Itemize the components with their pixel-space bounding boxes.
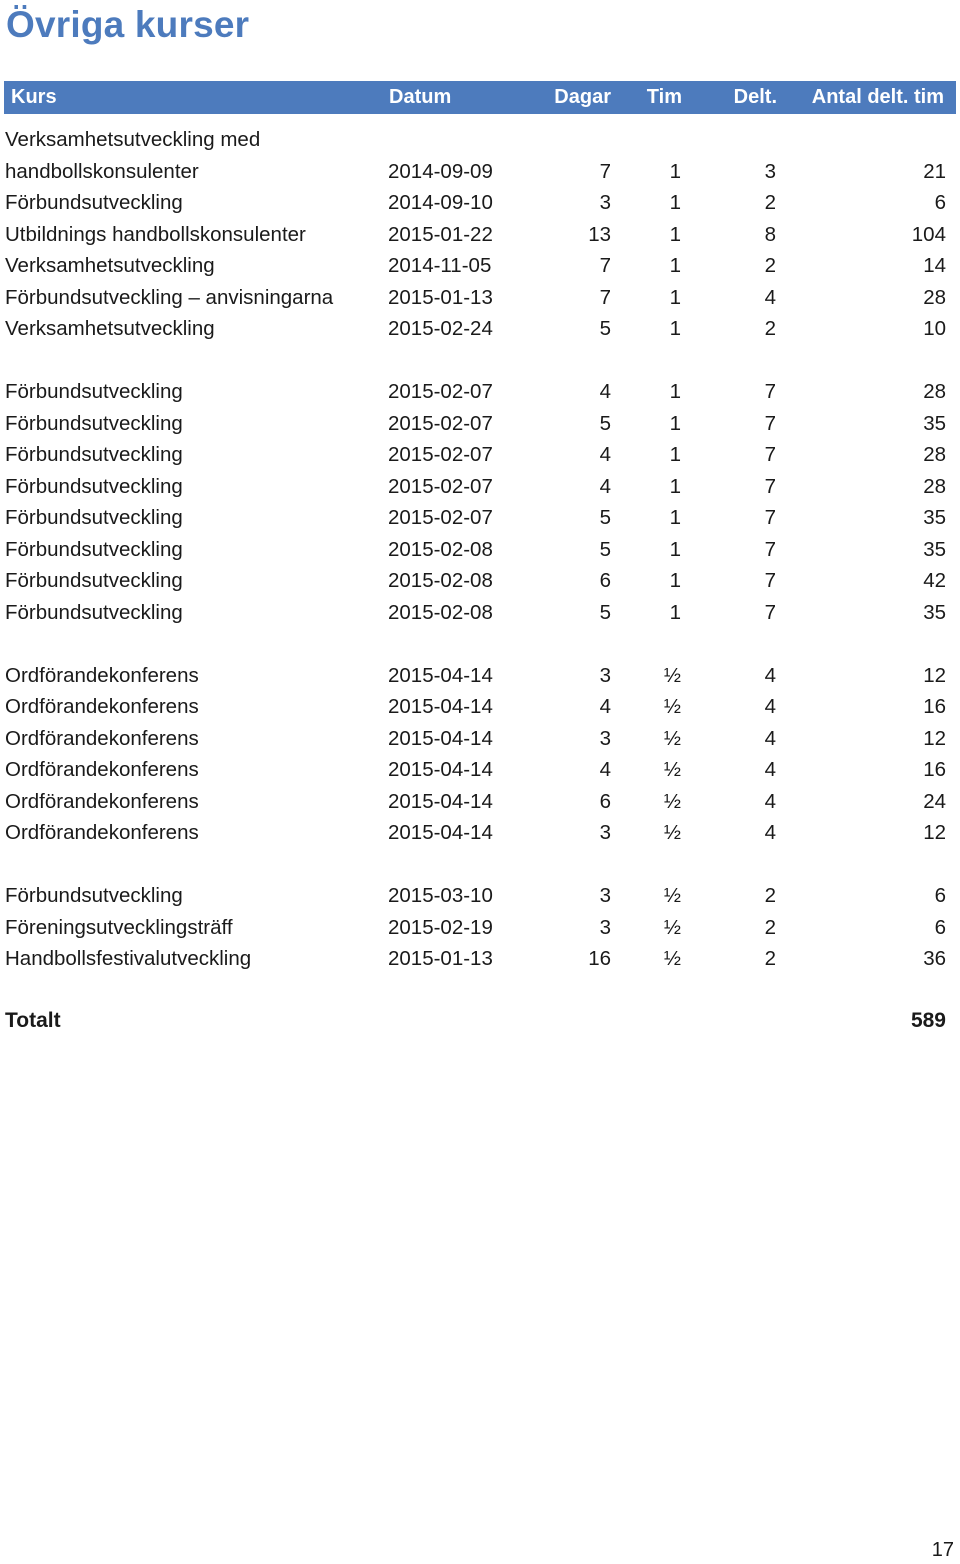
cell-kurs: Förbundsutveckling bbox=[5, 411, 183, 435]
table-body bbox=[0, 125, 960, 976]
cell-delt: 2 bbox=[764, 191, 776, 214]
table-row bbox=[0, 251, 960, 283]
cell-dagar: 3 bbox=[599, 915, 611, 939]
cell-kurs: Ordförandekonferens bbox=[5, 821, 199, 844]
cell-tim: 1 bbox=[669, 191, 681, 214]
cell-antal: 12 bbox=[923, 663, 946, 687]
cell-dagar: 3 bbox=[599, 663, 611, 687]
cell-kurs: Ordförandekonferens bbox=[5, 663, 199, 687]
cell-antal: 6 bbox=[934, 884, 946, 907]
cell-tim: ½ bbox=[663, 821, 681, 844]
cell-dagar: 5 bbox=[599, 411, 611, 435]
cell-datum: 2015-02-07 bbox=[388, 474, 493, 498]
column-header-dagar: Dagar bbox=[554, 86, 611, 108]
table-row bbox=[0, 220, 960, 252]
column-header-tim: Tim bbox=[646, 86, 682, 108]
cell-kurs: Förbundsutveckling bbox=[5, 474, 183, 498]
cell-datum: 2014-11-05 bbox=[388, 254, 492, 277]
total-value: 589 bbox=[910, 1009, 946, 1032]
cell-kurs: Verksamhetsutveckling bbox=[5, 317, 215, 340]
cell-antal: 21 bbox=[923, 159, 946, 183]
table-row bbox=[0, 283, 960, 315]
table-row bbox=[0, 755, 960, 787]
cell-dagar: 5 bbox=[599, 506, 611, 529]
page-title: Övriga kurser bbox=[6, 4, 250, 45]
cell-kurs: Förbundsutveckling bbox=[5, 506, 183, 529]
cell-datum: 2015-02-07 bbox=[388, 380, 493, 403]
cell-kurs: handbollskonsulenter bbox=[5, 159, 199, 183]
cell-kurs: Förbundsutveckling bbox=[5, 537, 183, 561]
column-header-kurs: Kurs bbox=[11, 86, 57, 108]
cell-antal: 28 bbox=[923, 285, 946, 309]
cell-antal: 104 bbox=[911, 222, 946, 246]
cell-tim: ½ bbox=[663, 726, 681, 750]
cell-dagar: 7 bbox=[599, 285, 611, 309]
cell-delt: 4 bbox=[764, 789, 776, 813]
cell-datum: 2015-04-14 bbox=[388, 726, 493, 750]
cell-dagar: 4 bbox=[599, 758, 611, 781]
cell-delt: 8 bbox=[764, 222, 776, 246]
cell-dagar: 4 bbox=[599, 443, 611, 466]
cell-tim: ½ bbox=[663, 789, 681, 813]
table-row bbox=[0, 503, 960, 535]
table-row bbox=[0, 440, 960, 472]
cell-delt: 7 bbox=[764, 569, 776, 592]
cell-antal: 35 bbox=[923, 506, 946, 529]
cell-kurs: Föreningsutvecklingsträff bbox=[5, 915, 233, 939]
cell-kurs: Verksamhetsutveckling med bbox=[5, 128, 261, 151]
cell-delt: 7 bbox=[764, 411, 776, 435]
cell-kurs: Ordförandekonferens bbox=[5, 789, 199, 813]
cell-tim: 1 bbox=[669, 317, 681, 340]
table-header bbox=[4, 81, 956, 114]
cell-dagar: 6 bbox=[599, 569, 611, 592]
cell-dagar: 6 bbox=[599, 789, 611, 813]
cell-datum: 2015-02-07 bbox=[388, 506, 493, 529]
cell-antal: 6 bbox=[934, 191, 946, 214]
cell-antal: 10 bbox=[923, 317, 946, 340]
cell-datum: 2015-02-08 bbox=[388, 537, 493, 561]
table-row bbox=[0, 818, 960, 850]
cell-antal: 12 bbox=[923, 821, 946, 844]
cell-datum: 2015-02-07 bbox=[388, 411, 493, 435]
cell-kurs: Ordförandekonferens bbox=[5, 695, 199, 718]
cell-dagar: 4 bbox=[599, 695, 611, 718]
cell-tim: ½ bbox=[663, 915, 681, 939]
cell-delt: 2 bbox=[764, 947, 776, 970]
cell-delt: 7 bbox=[764, 537, 776, 561]
column-header-antal: Antal delt. tim bbox=[811, 86, 944, 108]
table-row bbox=[0, 787, 960, 819]
cell-dagar: 7 bbox=[599, 159, 611, 183]
table-row bbox=[0, 850, 960, 882]
table-row bbox=[0, 598, 960, 630]
table-row bbox=[0, 913, 960, 945]
table-row bbox=[0, 692, 960, 724]
cell-antal: 28 bbox=[923, 474, 946, 498]
cell-kurs: Ordförandekonferens bbox=[5, 726, 199, 750]
cell-datum: 2015-02-07 bbox=[388, 443, 493, 466]
page-number: 17 bbox=[931, 1539, 954, 1561]
cell-antal: 16 bbox=[923, 758, 946, 781]
column-header-datum: Datum bbox=[389, 86, 452, 108]
cell-antal: 35 bbox=[923, 411, 946, 435]
cell-antal: 12 bbox=[923, 726, 946, 750]
cell-dagar: 5 bbox=[599, 600, 611, 624]
cell-tim: 1 bbox=[669, 285, 681, 309]
cell-tim: 1 bbox=[669, 254, 681, 277]
cell-dagar: 4 bbox=[599, 474, 611, 498]
cell-datum: 2015-04-14 bbox=[388, 789, 493, 813]
cell-kurs: Utbildnings handbollskonsulenter bbox=[5, 222, 306, 246]
table-row bbox=[0, 881, 960, 913]
cell-datum: 2015-04-14 bbox=[388, 758, 493, 781]
cell-delt: 2 bbox=[764, 317, 776, 340]
cell-delt: 4 bbox=[764, 663, 776, 687]
cell-delt: 4 bbox=[764, 758, 776, 781]
cell-tim: 1 bbox=[669, 506, 681, 529]
cell-antal: 14 bbox=[923, 254, 946, 277]
cell-tim: 1 bbox=[669, 411, 681, 435]
cell-delt: 7 bbox=[764, 443, 776, 466]
cell-datum: 2015-03-10 bbox=[388, 884, 493, 907]
cell-dagar: 5 bbox=[599, 317, 611, 340]
cell-tim: 1 bbox=[669, 474, 681, 498]
cell-delt: 2 bbox=[764, 915, 776, 939]
cell-antal: 24 bbox=[923, 789, 946, 813]
cell-kurs: Förbundsutveckling bbox=[5, 443, 183, 466]
cell-datum: 2015-02-24 bbox=[388, 317, 493, 340]
cell-dagar: 7 bbox=[599, 254, 611, 277]
cell-tim: 1 bbox=[669, 159, 681, 183]
cell-datum: 2015-04-14 bbox=[388, 821, 493, 844]
cell-tim: 1 bbox=[669, 443, 681, 466]
table-row bbox=[0, 125, 960, 157]
cell-tim: ½ bbox=[663, 663, 681, 687]
cell-delt: 3 bbox=[764, 159, 776, 183]
column-header-delt: Delt. bbox=[733, 86, 777, 108]
cell-datum: 2015-01-13 bbox=[388, 947, 493, 970]
table-row bbox=[0, 629, 960, 661]
cell-datum: 2015-02-08 bbox=[388, 569, 493, 592]
table-row bbox=[0, 535, 960, 567]
table-row bbox=[0, 472, 960, 504]
cell-delt: 4 bbox=[764, 821, 776, 844]
cell-kurs: Verksamhetsutveckling bbox=[5, 254, 215, 277]
table-row bbox=[0, 409, 960, 441]
cell-kurs: Ordförandekonferens bbox=[5, 758, 199, 781]
cell-kurs: Förbundsutveckling bbox=[5, 380, 183, 403]
cell-delt: 7 bbox=[764, 600, 776, 624]
cell-delt: 4 bbox=[764, 285, 776, 309]
cell-tim: ½ bbox=[663, 884, 681, 907]
table-row bbox=[0, 377, 960, 409]
cell-tim: 1 bbox=[669, 537, 681, 561]
cell-antal: 35 bbox=[923, 600, 946, 624]
cell-antal: 36 bbox=[923, 947, 946, 970]
table-row bbox=[0, 724, 960, 756]
cell-delt: 4 bbox=[764, 726, 776, 750]
cell-dagar: 5 bbox=[599, 537, 611, 561]
cell-antal: 6 bbox=[934, 915, 946, 939]
cell-delt: 2 bbox=[764, 884, 776, 907]
table-row bbox=[0, 944, 960, 976]
cell-dagar: 4 bbox=[599, 380, 611, 403]
cell-antal: 28 bbox=[923, 443, 946, 466]
cell-datum: 2015-04-14 bbox=[388, 695, 493, 718]
cell-delt: 7 bbox=[764, 506, 776, 529]
cell-kurs: Förbundsutveckling bbox=[5, 600, 183, 624]
cell-tim: 1 bbox=[669, 380, 681, 403]
cell-delt: 7 bbox=[764, 380, 776, 403]
cell-delt: 2 bbox=[764, 254, 776, 277]
cell-datum: 2015-02-19 bbox=[388, 915, 493, 939]
cell-dagar: 13 bbox=[588, 222, 611, 246]
cell-datum: 2015-02-08 bbox=[388, 600, 493, 624]
cell-antal: 28 bbox=[923, 380, 946, 403]
total-label: Totalt bbox=[5, 1009, 61, 1032]
cell-delt: 7 bbox=[764, 474, 776, 498]
cell-datum: 2015-01-22 bbox=[388, 222, 493, 246]
cell-dagar: 3 bbox=[599, 884, 611, 907]
cell-kurs: Förbundsutveckling bbox=[5, 884, 183, 907]
table-row bbox=[0, 314, 960, 346]
cell-tim: ½ bbox=[663, 758, 681, 781]
cell-antal: 35 bbox=[923, 537, 946, 561]
cell-kurs: Förbundsutveckling – anvisningarna bbox=[5, 285, 334, 309]
cell-antal: 42 bbox=[923, 569, 946, 592]
cell-datum: 2014-09-09 bbox=[388, 159, 493, 183]
cell-dagar: 3 bbox=[599, 821, 611, 844]
cell-dagar: 3 bbox=[599, 191, 611, 214]
cell-kurs: Förbundsutveckling bbox=[5, 569, 183, 592]
cell-antal: 16 bbox=[923, 695, 946, 718]
cell-dagar: 16 bbox=[588, 947, 611, 970]
cell-tim: 1 bbox=[669, 600, 681, 624]
table-row bbox=[0, 188, 960, 220]
table-row bbox=[0, 566, 960, 598]
cell-delt: 4 bbox=[764, 695, 776, 718]
cell-datum: 2015-01-13 bbox=[388, 285, 493, 309]
cell-datum: 2015-04-14 bbox=[388, 663, 493, 687]
cell-tim: 1 bbox=[669, 222, 681, 246]
cell-dagar: 3 bbox=[599, 726, 611, 750]
cell-kurs: Förbundsutveckling bbox=[5, 191, 183, 214]
cell-tim: 1 bbox=[669, 569, 681, 592]
cell-kurs: Handbollsfestivalutveckling bbox=[5, 947, 252, 970]
table-row bbox=[0, 157, 960, 189]
cell-tim: ½ bbox=[663, 695, 681, 718]
table-row bbox=[0, 661, 960, 693]
cell-tim: ½ bbox=[663, 947, 681, 970]
table-row bbox=[0, 346, 960, 378]
total-row bbox=[0, 1006, 960, 1038]
cell-datum: 2014-09-10 bbox=[388, 191, 493, 214]
